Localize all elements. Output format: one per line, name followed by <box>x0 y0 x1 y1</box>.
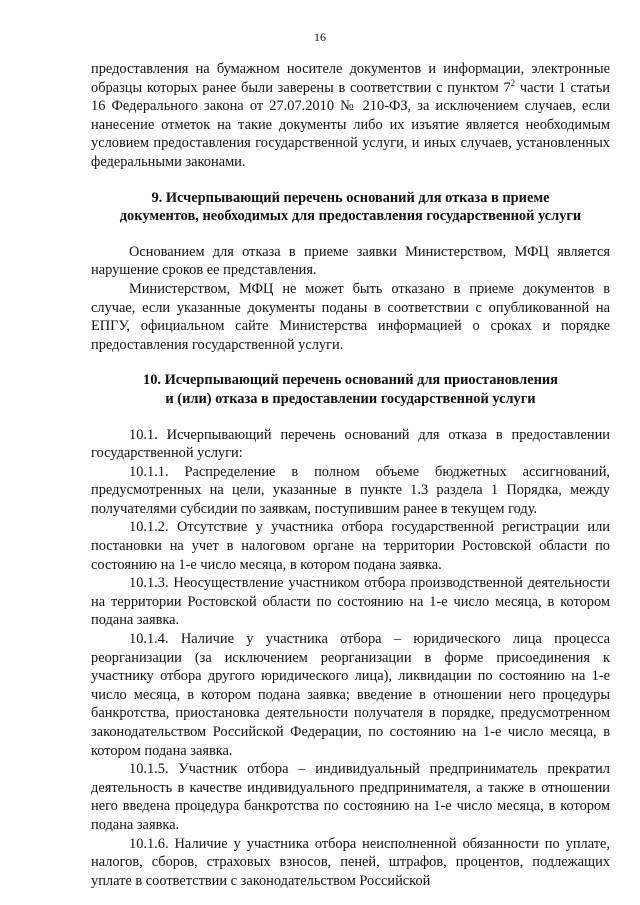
section-10-heading: 10. Исчерпывающий перечень оснований для приостановления и (или) отказа в предоставлении государственной услуги <box>143 372 558 407</box>
item-10-1-6: 10.1.6. Наличие у участника отбора неисполненной обязанности по уплате, налогов, сборов, страховых взносов, пеней, штрафов, процентов, подлежащих уплате в соответствии с законодательством Российской <box>91 835 610 889</box>
section-9-paragraph-1: Основанием для отказа в приеме заявки Министерством, МФЦ является нарушение сроков ее представления. <box>91 243 610 279</box>
item-10-1-1: 10.1.1. Распределение в полном объеме бюджетных ассигнований, предусмотренных на цели, указанные в пункте 1.3 раздела 1 Порядка, между получателями субсидии по заявкам, поступившим ранее в текущем году. <box>91 463 610 517</box>
section-9-heading: 9. Исчерпывающий перечень оснований для отказа в приеме документов, необходимых для предоставления государственной услуги <box>119 189 582 225</box>
section-9-paragraph-2: Министерством, МФЦ не может быть отказано в приеме документов в случае, если указанные документы поданы в соответствии с опубликованной на ЕПГУ, официальном сайте Министерства информацией о сроках и порядке предоставления государственной услуги. <box>91 280 610 353</box>
page-number: 16 <box>314 30 326 44</box>
item-10-1-3: 10.1.3. Неосуществление участником отбора производственной деятельности на территории Ростовской области по состоянию на 1-е число месяца, в котором подана заявка. <box>91 575 610 629</box>
item-10-1-2: 10.1.2. Отсутствие у участника отбора государственной регистрации или постановки на учет в налоговом органе на территории Ростовской области по состоянию на 1-е число месяца, в котором подана заявка. <box>91 519 610 573</box>
intro-paragraph: предоставления на бумажном носителе документов и информации, электронные образцы которых ранее были заверены в соответствии с пунктом $7^2$ части 1 статьи 16 Федерального закона от 27.07.2010 № 210-ФЗ, за исключением случаев, если нанесение отметок на такие документы либо их изъятие является необходимым условием предоставления государственной услуги, и иных случаев, установленных федеральными законами. <box>91 61 610 170</box>
document-body <box>91 60 610 890</box>
item-10-1-4: 10.1.4. Наличие у участника отбора – юридического лица процесса реорганизации (за исключением реорганизации в форме присоединения к участнику отбора другого юридического лица), ликвидации по состоянию на 1-е число месяца, в котором подана заявка; введение в отношении него процедуры банкротства, приостановка деятельности получателя в порядке, предусмотренном законодательством Российской Федерации, по состоянию на 1-е число месяца, в котором подана заявка. <box>91 631 610 759</box>
footnote-superscript: 2 <box>510 77 516 88</box>
item-10-1-5: 10.1.5. Участник отбора – индивидуальный предприниматель прекратил деятельность в качестве индивидуального предпринимателя, а также в отношении него введена процедура банкротства по состоянию на 1-е число месяца, в котором подана заявка. <box>91 761 610 833</box>
item-10-1: 10.1. Исчерпывающий перечень оснований для отказа в предоставлении государственной услуги: <box>91 426 610 462</box>
